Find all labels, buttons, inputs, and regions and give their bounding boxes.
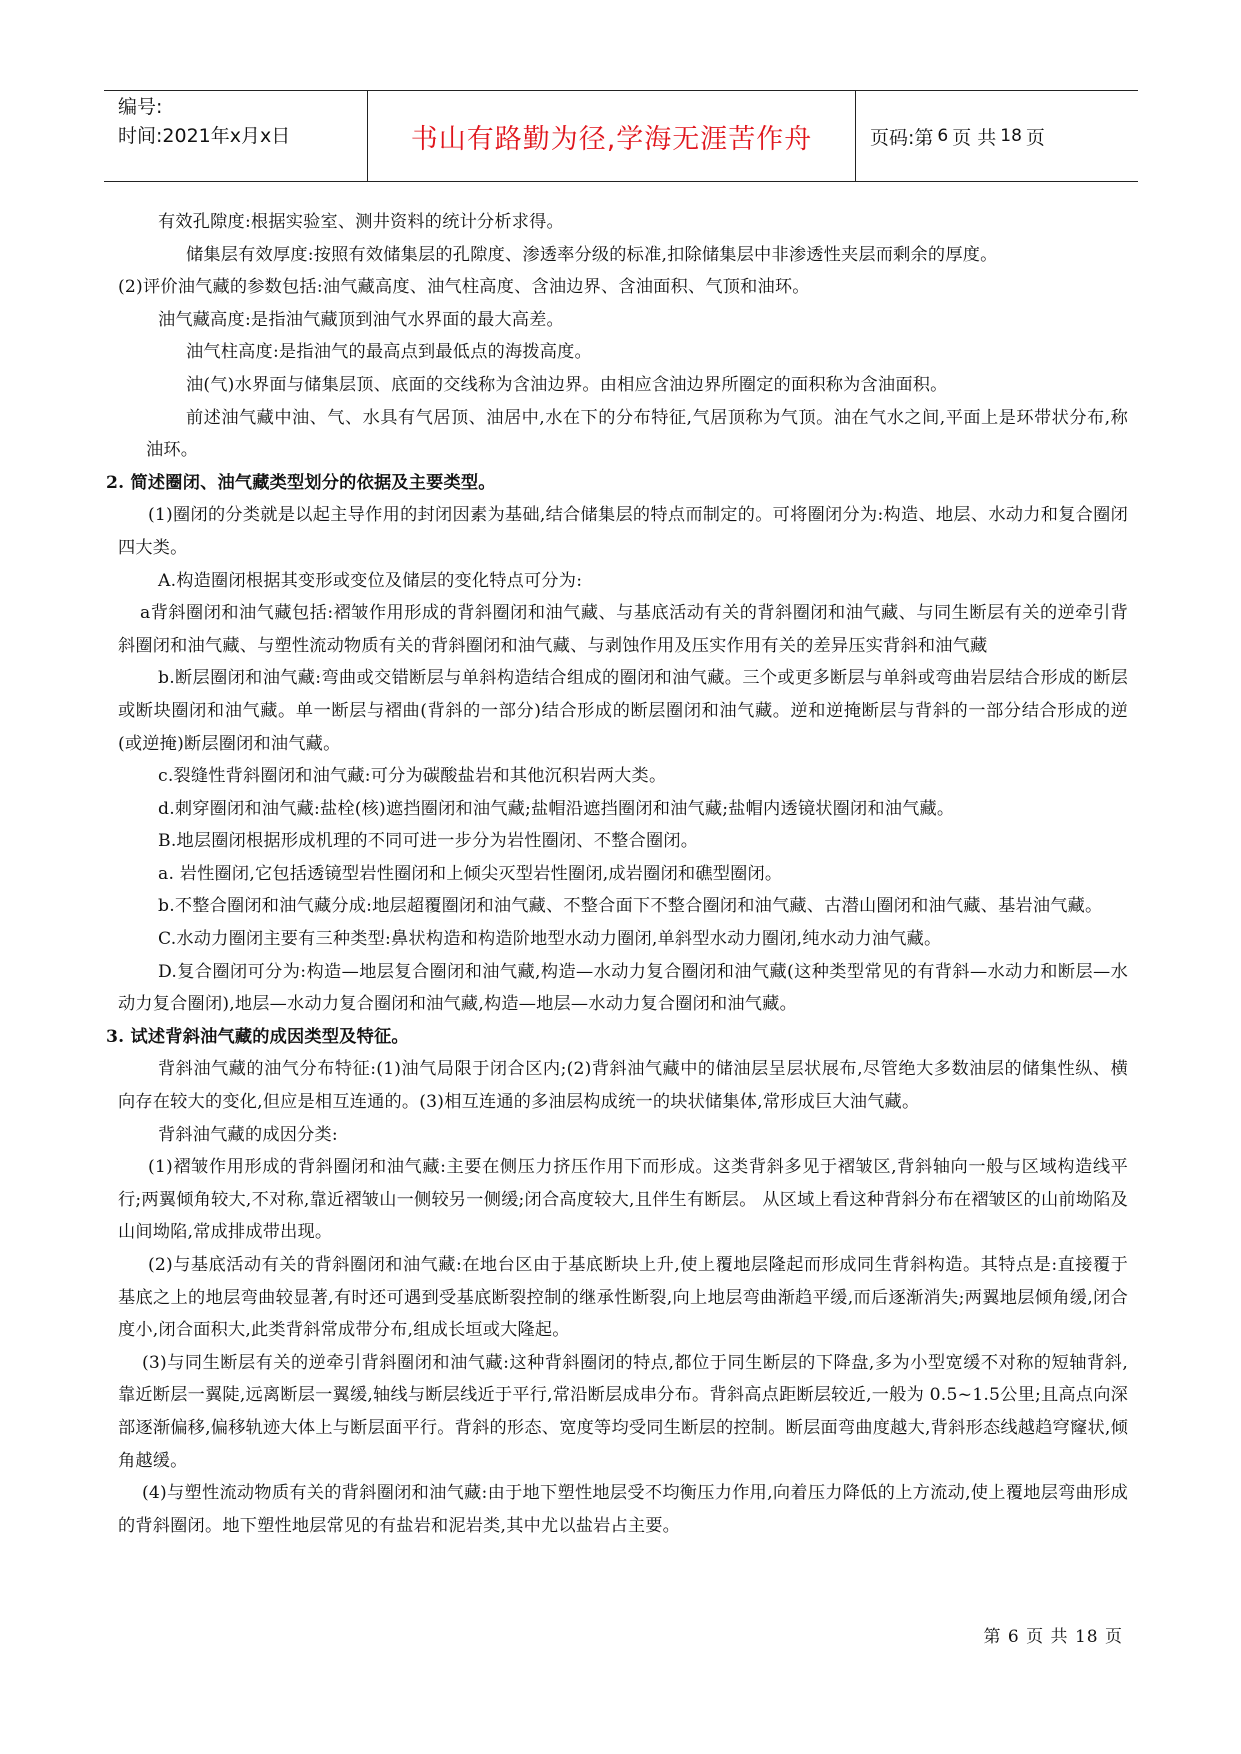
paragraph: (1)圈闭的分类就是以起主导作用的封闭因素为基础,结合储集层的特点而制定的。可将圈闭分为:构造、地层、水动力和复合圈闭四大类。 — [118, 505, 1128, 558]
paragraph: d.刺穿圈闭和油气藏:盐栓(核)遮挡圈闭和油气藏;盐帽沿遮挡圈闭和油气藏;盐帽内透镜状圈闭和油气藏。 — [158, 798, 955, 819]
paragraph: (3)与同生断层有关的逆牵引背斜圈闭和油气藏:这种背斜圈闭的特点,都位于同生断层的下降盘,多为小型宽缓不对称的短轴背斜,靠近断层一翼陡,远离断层一翼缓,轴线与断层线近于平行,常沿断层成串分布。背斜高点距断层较近,一般为 0.5~1.5公里;且高点向深部逐渐偏移,偏移轨迹大体上与断层面平行。背斜的形态、宽度等均受同生断层的控制。断层面弯曲度越大,背斜形态线越趋穹窿状,倾角越缓。 — [118, 1352, 1128, 1471]
paragraph: B.地层圈闭根据形成机理的不同可进一步分为岩性圈闭、不整合圈闭。 — [158, 831, 699, 852]
page-header — [104, 90, 1138, 182]
paragraph: (2)评价油气藏的参数包括:油气藏高度、油气柱高度、含油边界、含油面积、气顶和油环。 — [118, 277, 810, 298]
paragraph: 油气柱高度:是指油气的最高点到最低点的海拨高度。 — [186, 342, 592, 363]
document-number-label: 编号: — [118, 96, 163, 118]
header-page-prefix: 页码:第 — [870, 126, 934, 149]
document-time-label: 时间:2021年x月x日 — [118, 125, 291, 147]
header-page-total: 18 — [1000, 126, 1022, 146]
paragraph: 前述油气藏中油、气、水具有气居顶、油居中,水在下的分布特征,气居顶称为气顶。油在气水之间,平面上是环带状分布,称油环。 — [146, 407, 1128, 461]
paragraph: 有效孔隙度:根据实验室、测井资料的统计分析求得。 — [158, 212, 564, 232]
paragraph: 储集层有效厚度:按照有效储集层的孔隙度、渗透率分级的标准,扣除储集层中非渗透性夹层而剩余的厚度。 — [186, 244, 998, 265]
footer-suffix: 页 — [1105, 1627, 1123, 1647]
section-heading: 3. 试述背斜油气藏的成因类型及特征。 — [106, 1026, 409, 1047]
footer-page-current: 6 — [1007, 1627, 1020, 1647]
paragraph: c.裂缝性背斜圈闭和油气藏:可分为碳酸盐岩和其他沉积岩两大类。 — [158, 766, 667, 787]
paragraph: C.水动力圈闭主要有三种类型:鼻状构造和构造阶地型水动力圈闭,单斜型水动力圈闭,纯水动力油气藏。 — [158, 929, 942, 950]
header-meta — [104, 91, 368, 181]
paragraph: 油气藏高度:是指油气藏顶到油气水界面的最大高差。 — [158, 309, 564, 330]
paragraph: a. 岩性圈闭,它包括透镜型岩性圈闭和上倾尖灭型岩性圈闭,成岩圈闭和礁型圈闭。 — [158, 863, 783, 884]
header-page-current: 6 — [937, 126, 949, 146]
header-page-info — [856, 91, 1138, 181]
header-page-mid: 页 共 — [952, 126, 997, 149]
header-page-suffix: 页 — [1025, 126, 1045, 149]
document-body — [106, 206, 1128, 1542]
footer-mid: 页 共 — [1026, 1627, 1069, 1647]
paragraph: D.复合圈闭可分为:构造—地层复合圈闭和油气藏,构造—水动力复合圈闭和油气藏(这种类型常见的有背斜—水动力和断层—水动力复合圈闭),地层—水动力复合圈闭和油气藏,构造—地层—水动力复合圈闭和油气藏。 — [118, 961, 1128, 1015]
footer-page-total: 18 — [1074, 1627, 1099, 1647]
paragraph: 油(气)水界面与储集层顶、底面的交线称为含油边界。由相应含油边界所圈定的面积称为含油面积。 — [186, 374, 948, 395]
paragraph: (2)与基底活动有关的背斜圈闭和油气藏:在地台区由于基底断块上升,使上覆地层隆起而形成同生背斜构造。其特点是:直接覆于基底之上的地层弯曲较显著,有时还可遇到受基底断裂控制的继承性断裂,向上地层弯曲渐趋平缓,而后逐渐消失;两翼地层倾角缓,闭合度小,闭合面积大,此类背斜常成带分布,组成长垣或大隆起。 — [118, 1255, 1128, 1341]
paragraph: a背斜圈闭和油气藏包括:褶皱作用形成的背斜圈闭和油气藏、与基底活动有关的背斜圈闭和油气藏、与同生断层有关的逆牵引背斜圈闭和油气藏、与塑性流动物质有关的背斜圈闭和油气藏、与剥蚀作用及压实作用有关的差异压实背斜和油气藏 — [118, 603, 1128, 656]
paragraph: (1)褶皱作用形成的背斜圈闭和油气藏:主要在侧压力挤压作用下而形成。这类背斜多见于褶皱区,背斜轴向一般与区域构造线平行;两翼倾角较大,不对称,靠近褶皱山一侧较另一侧缓;闭合高度较大,且伴生有断层。 从区域上看这种背斜分布在褶皱区的山前坳陷及山间坳陷,常成排成带出现。 — [118, 1157, 1128, 1243]
paragraph: 背斜油气藏的成因分类: — [158, 1124, 338, 1145]
page-footer — [984, 1622, 1124, 1647]
section-heading: 2. 简述圈闭、油气藏类型划分的依据及主要类型。 — [106, 472, 496, 493]
paragraph: b.不整合圈闭和油气藏分成:地层超覆圈闭和油气藏、不整合面下不整合圈闭和油气藏、古潜山圈闭和油气藏、基岩油气藏。 — [158, 896, 1103, 917]
paragraph: b.断层圈闭和油气藏:弯曲或交错断层与单斜构造结合组成的圈闭和油气藏。三个或更多断层与单斜或弯曲岩层结合形成的断层或断块圈闭和油气藏。单一断层与褶曲(背斜的一部分)结合形成的断层圈闭和油气藏。逆和逆掩断层与背斜的一部分结合形成的逆(或逆掩)断层圈闭和油气藏。 — [118, 668, 1128, 754]
paragraph: (4)与塑性流动物质有关的背斜圈闭和油气藏:由于地下塑性地层受不均衡压力作用,向着压力降低的上方流动,使上覆地层弯曲形成的背斜圈闭。地下塑性地层常见的有盐岩和泥岩类,其中尤以盐岩占主要。 — [118, 1483, 1128, 1536]
paragraph: A.构造圈闭根据其变形或变位及储层的变化特点可分为: — [158, 570, 583, 591]
footer-prefix: 第 — [983, 1627, 1002, 1647]
paragraph: 背斜油气藏的油气分布特征:(1)油气局限于闭合区内;(2)背斜油气藏中的储油层呈层状展布,尽管绝大多数油层的储集性纵、横向存在较大的变化,但应是相互连通的。(3)相互连通的多油层构成统一的块状储集体,常形成巨大油气藏。 — [118, 1059, 1128, 1113]
header-motto: 书山有路勤为径,学海无涯苦作舟 — [368, 91, 856, 181]
